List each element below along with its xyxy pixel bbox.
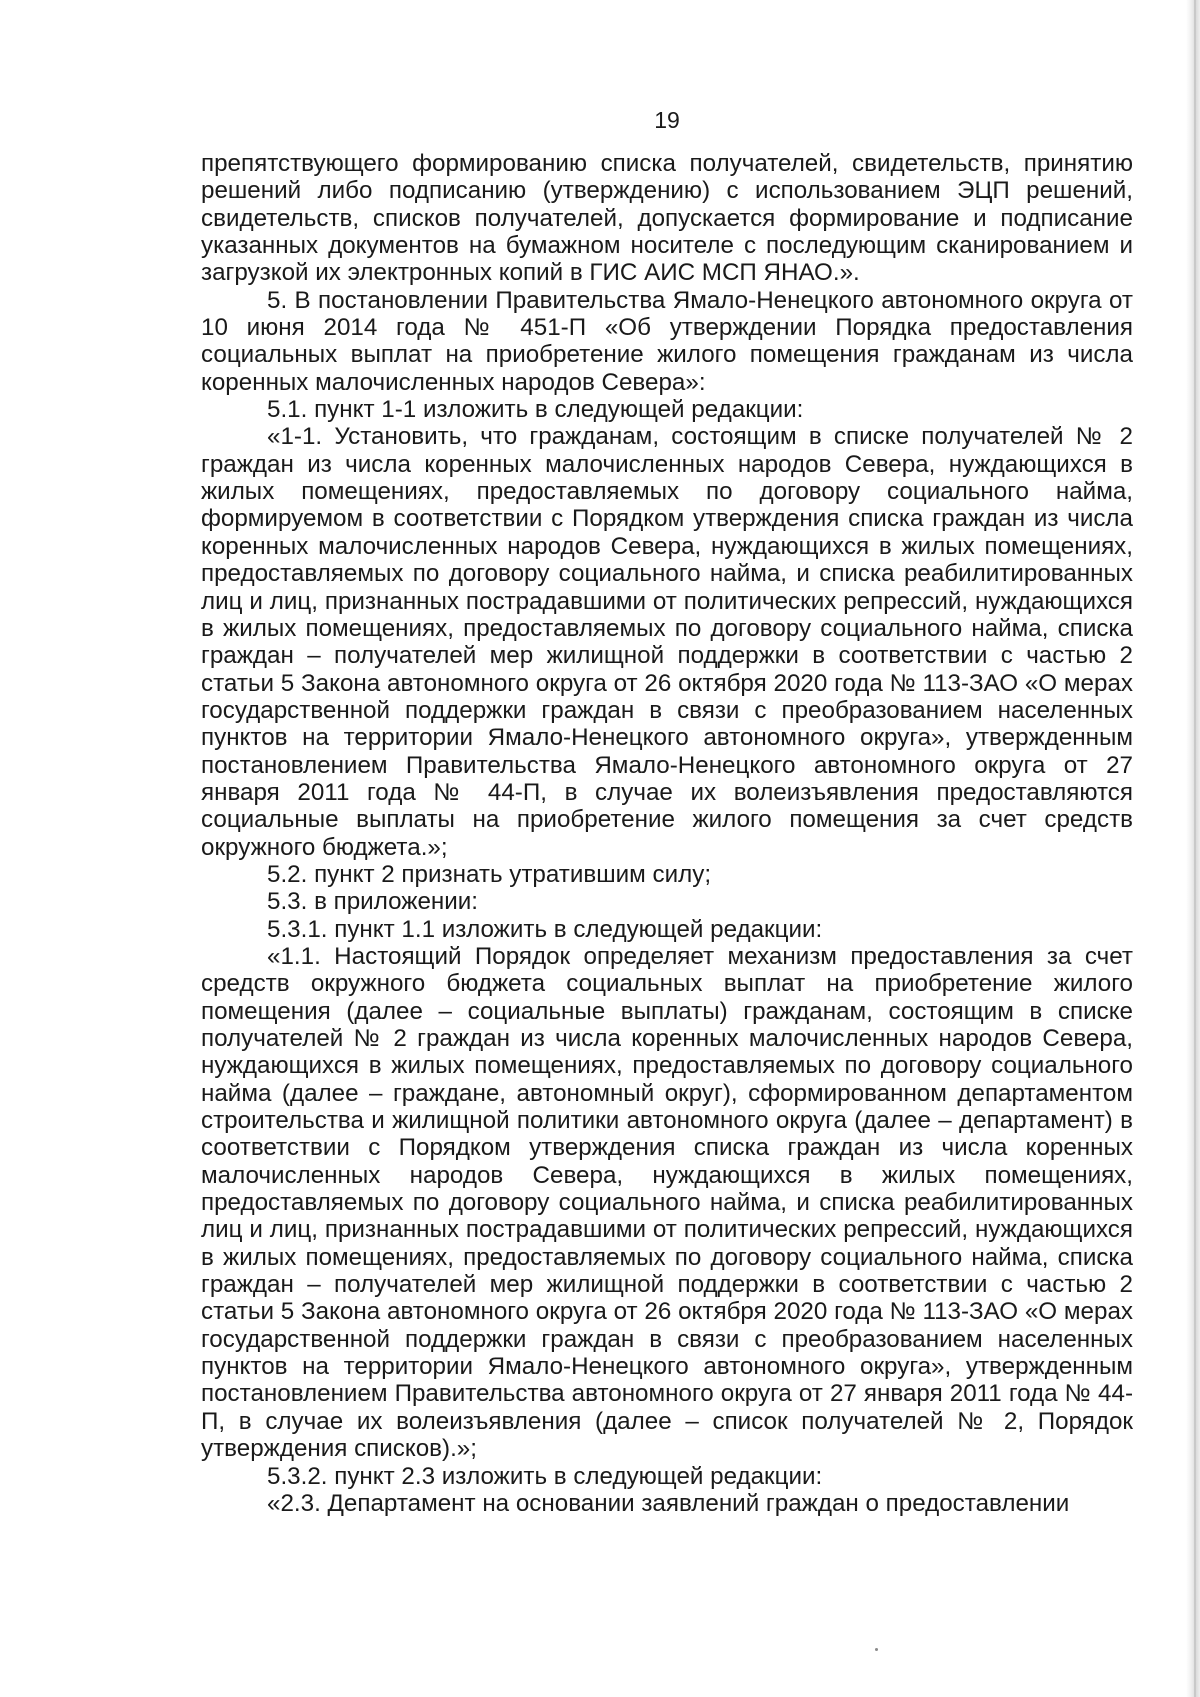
document-body bbox=[201, 150, 1133, 1517]
paragraph: «1.1. Настоящий Порядок определяет механизм предоставления за счет средств окружного бюджета социальных выплат на приобретение жилого помещения (далее – социальные выплаты) гражданам, состоящим в списке получателей № 2 граждан из числа коренных малочисленных народов Севера, нуждающихся в жилых помещениях, предоставляемых по договору социального найма (далее – граждане, автономный округ), сформированном департаментом строительства и жилищной политики автономного округа (далее – департамент) в соответствии с Порядком утверждения списка граждан из числа коренных малочисленных народов Севера, нуждающихся в жилых помещениях, предоставляемых по договору социального найма, и списка реабилитированных лиц и лиц, признанных пострадавшими от политических репрессий, нуждающихся в жилых помещениях, предоставляемых по договору социального найма, списка граждан – получателей мер жилищной поддержки в соответствии с частью 2 статьи 5 Закона автономного округа от 26 октября 2020 года № 113-ЗАО «О мерах государственной поддержки граждан в связи с преобразованием населенных пунктов на территории Ямало-Ненецкого автономного округа», утвержденным постановлением Правительства автономного округа от 27 января 2011 года № 44-П, в случае их волеизъявления (далее – список получателей № 2, Порядок утверждения списков).»; bbox=[201, 942, 1133, 1463]
page-number: 19 bbox=[654, 107, 680, 133]
paragraph: 5.3.2. пункт 2.3 изложить в следующей редакции: bbox=[267, 1462, 823, 1490]
scan-edge-line bbox=[1194, 0, 1196, 1697]
scan-speck bbox=[875, 1648, 878, 1651]
paragraph: 5.1. пункт 1-1 изложить в следующей редакции: bbox=[267, 396, 804, 424]
paragraph: 5. В постановлении Правительства Ямало-Ненецкого автономного округа от 10 июня 2014 года № 451-П «Об утверждении Порядка предоставления социальных выплат на приобретение жилого помещения гражданам из числа коренных малочисленных народов Севера»: bbox=[201, 286, 1133, 396]
paragraph: препятствующего формированию списка получателей, свидетельств, принятию решений либо подписанию (утверждению) с использованием ЭЦП решений, свидетельств, списков получателей, допускается формирование и подписание указанных документов на бумажном носителе с последующим сканированием и загрузкой их электронных копий в ГИС АИС МСП ЯНАО.». bbox=[201, 150, 1133, 287]
paragraph: 5.3. в приложении: bbox=[267, 888, 478, 916]
paragraph: 5.3.1. пункт 1.1 изложить в следующей редакции: bbox=[267, 915, 823, 943]
paragraph: 5.2. пункт 2 признать утратившим силу; bbox=[267, 860, 712, 888]
paragraph: «2.3. Департамент на основании заявлений граждан о предоставлении bbox=[267, 1489, 1070, 1517]
paragraph: «1-1. Установить, что гражданам, состоящим в списке получателей № 2 граждан из числа коренных малочисленных народов Севера, нуждающихся в жилых помещениях, предоставляемых по договору социального найма, формируемом в соответствии с Порядком утверждения списка граждан из числа коренных малочисленных народов Севера, нуждающихся в жилых помещениях, предоставляемых по договору социального найма, и списка реабилитированных лиц и лиц, признанных пострадавшими от политических репрессий, нуждающихся в жилых помещениях, предоставляемых по договору социального найма, списка граждан – получателей мер жилищной поддержки в соответствии с частью 2 статьи 5 Закона автономного округа от 26 октября 2020 года № 113-ЗАО «О мерах государственной поддержки граждан в связи с преобразованием населенных пунктов на территории Ямало-Ненецкого автономного округа», утвержденным постановлением Правительства Ямало-Ненецкого автономного округа от 27 января 2011 года № 44-П, в случае их волеизъявления предоставляются социальные выплаты на приобретение жилого помещения за счет средств окружного бюджета.»; bbox=[201, 423, 1133, 861]
scan-page-edge bbox=[1186, 0, 1200, 1697]
